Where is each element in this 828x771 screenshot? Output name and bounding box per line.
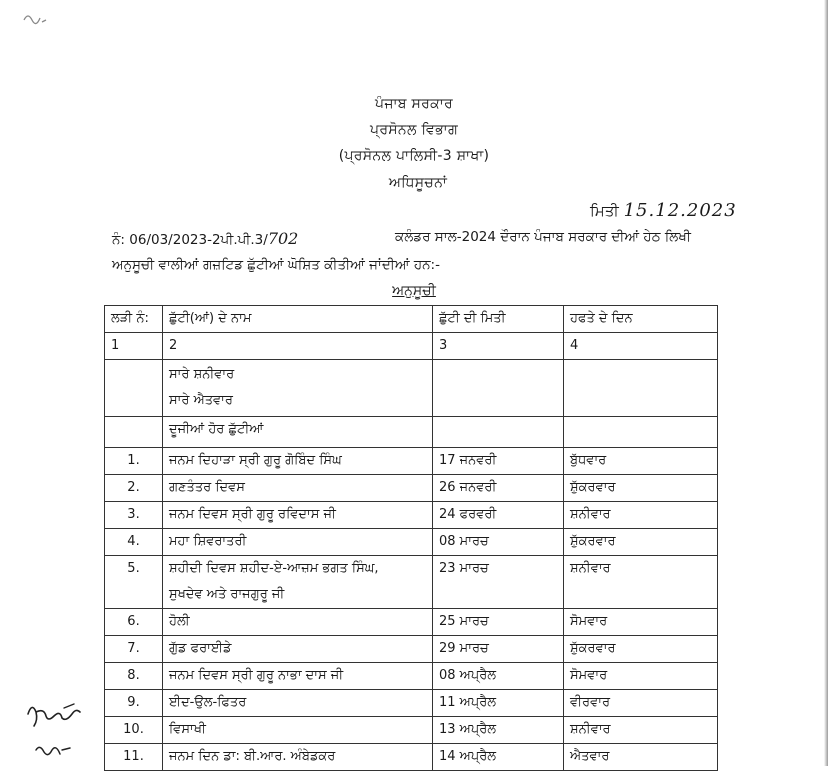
branch-name: (ਪ੍ਰਸੋਨਲ ਪਾਲਿਸੀ-3 ਸ਼ਾਖਾ)	[338, 148, 490, 164]
row-weekday: ਸ਼ਨੀਵਾਰ	[564, 502, 718, 529]
row-holiday-date: 23 ਮਾਰਚ	[433, 556, 564, 609]
row-holiday-date: 24 ਫਰਵਰੀ	[433, 502, 564, 529]
header-holiday-date: ਛੁੱਟੀ ਦੀ ਮਿਤੀ	[433, 306, 564, 333]
row-holiday-date: 26 ਜਨਵਰੀ	[433, 475, 564, 502]
schedule-title: ਅਨੁਸੂਚੀ	[392, 283, 436, 299]
row-weekday: ਐਤਵਾਰ	[564, 744, 718, 771]
row-holiday-name: ਮਹਾ ਸ਼ਿਵਰਾਤਰੀ	[163, 529, 433, 556]
row-holiday-name: ਗਣਤੰਤਰ ਦਿਵਸ	[163, 475, 433, 502]
notification-title: ਅਧਿਸੂਚਨਾਂ	[388, 175, 448, 191]
row-weekday: ਸ਼ੁੱਕਰਵਾਰ	[564, 529, 718, 556]
header-holiday-name: ਛੁੱਟੀ(ਆਂ) ਦੇ ਨਾਮ	[163, 306, 433, 333]
row-holiday-name: ਜਨਮ ਦਿਹਾੜਾ ਸ੍ਰੀ ਗੁਰੂ ਗੋਬਿੰਦ ਸਿੰਘ	[163, 448, 433, 475]
reference-number	[112, 229, 298, 248]
weekly-holiday-saturday: ਸਾਰੇ ਸ਼ਨੀਵਾਰ	[169, 367, 235, 382]
row-holiday-name: ਈਦ-ਉਲ-ਫਿਤਰ	[163, 690, 433, 717]
intro-text: ਅਨੁਸੂਚੀ ਵਾਲੀਆਂ ਗਜ਼ਟਿਡ ਛੁੱਟੀਆਂ ਘੋਸ਼ਿਤ ਕੀਤੀਆਂ ਜਾਂਦੀਆਂ ਹਨ:-	[112, 257, 440, 273]
row-serial: 1.	[105, 448, 163, 475]
row-weekday: ਬੁੱਧਵਾਰ	[564, 448, 718, 475]
row-holiday-date: 08 ਮਾਰਚ	[433, 529, 564, 556]
column-number: 2	[163, 333, 433, 360]
header-serial: ਲੜੀ ਨੰ:	[105, 306, 163, 333]
other-holidays-heading-row	[105, 417, 718, 448]
signature-icon	[22, 700, 92, 764]
other-holidays-heading: ਦੂਜੀਆਂ ਹੋਰ ਛੁੱਟੀਆਂ	[163, 417, 433, 448]
row-serial: 10.	[105, 717, 163, 744]
row-weekday: ਸ਼ਨੀਵਾਰ	[564, 556, 718, 609]
table-row	[105, 636, 718, 663]
table-header-row	[105, 306, 718, 333]
row-holiday-name: ਹੋਲੀ	[163, 609, 433, 636]
reference-handwritten-number: 702	[267, 229, 299, 248]
column-number: 4	[564, 333, 718, 360]
table-row	[105, 556, 718, 609]
column-number: 3	[433, 333, 564, 360]
date-value: 15.12.2023	[623, 200, 737, 221]
table-row	[105, 744, 718, 771]
row-holiday-name: ਜਨਮ ਦਿਵਸ ਸ੍ਰੀ ਗੁਰੂ ਰਵਿਦਾਸ ਜੀ	[163, 502, 433, 529]
column-number-row	[105, 333, 718, 360]
row-weekday: ਸੋਮਵਾਰ	[564, 609, 718, 636]
row-serial: 5.	[105, 556, 163, 609]
row-holiday-date: 14 ਅਪ੍ਰੈਲ	[433, 744, 564, 771]
row-serial: 4.	[105, 529, 163, 556]
column-number: 1	[105, 333, 163, 360]
row-holiday-date: 25 ਮਾਰਚ	[433, 609, 564, 636]
table-row	[105, 717, 718, 744]
holiday-table	[104, 305, 718, 771]
table-row	[105, 529, 718, 556]
row-weekday: ਵੀਰਵਾਰ	[564, 690, 718, 717]
scribble-icon	[22, 8, 50, 28]
table-row	[105, 475, 718, 502]
weekly-holidays-row	[105, 360, 718, 417]
government-name: ਪੰਜਾਬ ਸਰਕਾਰ	[375, 96, 453, 112]
row-holiday-name: ਜਨਮ ਦਿਵਸ ਸ੍ਰੀ ਗੁਰੂ ਨਾਭਾ ਦਾਸ ਜੀ	[163, 663, 433, 690]
row-weekday: ਸ਼ੁੱਕਰਵਾਰ	[564, 636, 718, 663]
department-name: ਪ੍ਰਸੋਨਲ ਵਿਭਾਗ	[370, 122, 458, 138]
row-weekday: ਸ਼ੁੱਕਰਵਾਰ	[564, 475, 718, 502]
row-holiday-date: 08 ਅਪ੍ਰੈਲ	[433, 663, 564, 690]
table-row	[105, 663, 718, 690]
weekly-holidays	[163, 360, 433, 417]
row-holiday-date: 13 ਅਪ੍ਰੈਲ	[433, 717, 564, 744]
row-weekday: ਸੋਮਵਾਰ	[564, 663, 718, 690]
table-row	[105, 502, 718, 529]
row-holiday-date: 11 ਅਪ੍ਰੈਲ	[433, 690, 564, 717]
row-holiday-name: ਵਿਸਾਖੀ	[163, 717, 433, 744]
row-serial: 8.	[105, 663, 163, 690]
header-weekday: ਹਫਤੇ ਦੇ ਦਿਨ	[564, 306, 718, 333]
row-serial: 6.	[105, 609, 163, 636]
row-holiday-date: 17 ਜਨਵਰੀ	[433, 448, 564, 475]
row-holiday-name-line2: ਸੁਖਦੇਵ ਅਤੇ ਰਾਜਗੁਰੂ ਜੀ	[169, 587, 285, 602]
weekly-holiday-sunday: ਸਾਰੇ ਐਤਵਾਰ	[169, 393, 233, 408]
reference-prefix: ਨੰ: 06/03/2023-2ਪੀ.ਪੀ.3/	[112, 232, 268, 248]
row-holiday-name: ਗੁੱਡ ਫਰਾਈਡੇ	[163, 636, 433, 663]
row-serial: 3.	[105, 502, 163, 529]
table-row	[105, 448, 718, 475]
row-weekday: ਸ਼ਨੀਵਾਰ	[564, 717, 718, 744]
row-serial: 11.	[105, 744, 163, 771]
row-serial: 2.	[105, 475, 163, 502]
date-label: ਮਿਤੀ	[590, 202, 619, 220]
row-holiday-name	[163, 556, 433, 609]
notification-date	[590, 200, 737, 221]
row-holiday-date: 29 ਮਾਰਚ	[433, 636, 564, 663]
row-holiday-name: ਜਨਮ ਦਿਨ ਡਾ: ਬੀ.ਆਰ. ਅੰਬੇਡਕਰ	[163, 744, 433, 771]
subject-text: ਕਲੰਡਰ ਸਾਲ-2024 ਦੌਰਾਨ ਪੰਜਾਬ ਸਰਕਾਰ ਦੀਆਂ ਹੇਠ ਲਿਖੀ	[395, 229, 691, 245]
row-serial: 9.	[105, 690, 163, 717]
table-row	[105, 690, 718, 717]
table-row	[105, 609, 718, 636]
row-holiday-name-line1: ਸ਼ਹੀਦੀ ਦਿਵਸ ਸ਼ਹੀਦ-ਏ-ਆਜ਼ਮ ਭਗਤ ਸਿੰਘ,	[169, 561, 379, 576]
page-edge-shadow	[824, 0, 828, 766]
row-serial: 7.	[105, 636, 163, 663]
